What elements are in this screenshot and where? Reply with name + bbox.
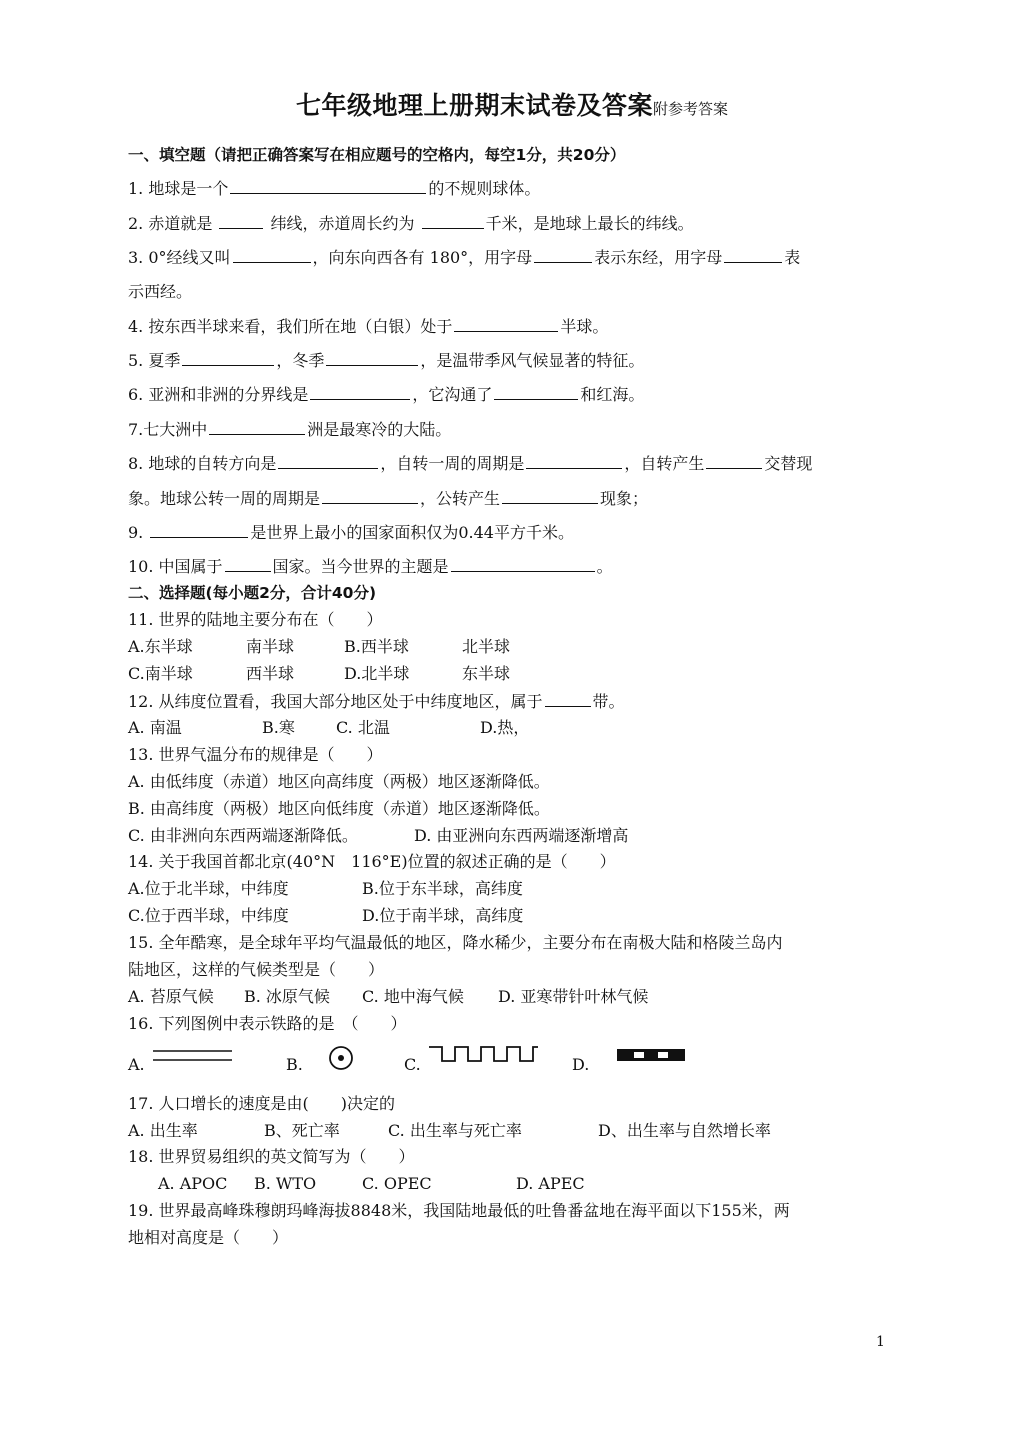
- q13-option-d: D. 由亚洲向东西两端逐渐增高: [414, 826, 629, 845]
- q16-option-c: C.: [404, 1055, 421, 1074]
- q6-text-b: ，它沟通了: [412, 385, 493, 404]
- question-19-cont: 地相对高度是（ ）: [128, 1228, 289, 1247]
- q10-text-a: 10. 中国属于: [128, 557, 223, 576]
- q10-text-c: 。: [596, 557, 613, 576]
- q11-option-a2: 南半球: [246, 637, 295, 656]
- q11-option-d: D.北半球: [344, 664, 410, 683]
- question-3: [128, 247, 800, 268]
- answer-blank: [451, 556, 595, 572]
- answer-blank: [724, 247, 782, 263]
- answer-blank: [706, 453, 762, 469]
- question-13: 13. 世界气温分布的规律是（ ）: [128, 745, 383, 764]
- title-main: 七年级地理上册期末试卷及答案: [295, 91, 653, 120]
- question-9: [128, 522, 574, 543]
- question-15: 15. 全年酷寒，是全球年平均气温最低的地区，降水稀少，主要分布在南极大陆和格陵兰岛内: [128, 933, 783, 952]
- question-3-cont: 示西经。: [128, 282, 193, 301]
- q14-option-a: A.位于北半球，中纬度: [128, 879, 289, 898]
- q8-text-a: 8. 地球的自转方向是: [128, 454, 277, 473]
- answer-blank: [526, 453, 622, 469]
- answer-blank: [278, 453, 378, 469]
- q3-text-a: 3. 0°经线又叫: [128, 248, 231, 267]
- question-6: [128, 384, 644, 405]
- q14-option-b: B.位于东半球，高纬度: [362, 879, 523, 898]
- q2-text-b: 纬线，赤道周长约为: [270, 214, 415, 233]
- question-17: 17. 人口增长的速度是由( )决定的: [128, 1094, 396, 1113]
- q12-option-d: D.热，: [480, 718, 530, 737]
- q17-option-d: D、出生率与自然增长率: [598, 1121, 771, 1140]
- q7-text-a: 7.七大洲中: [128, 420, 208, 439]
- answer-blank: [502, 488, 598, 504]
- answer-blank: [230, 178, 426, 194]
- q8-text-c: ，自转产生: [624, 454, 705, 473]
- title-sub: 附参考答案: [653, 100, 729, 118]
- q2-text-a: 2. 赤道就是: [128, 214, 213, 233]
- q11-option-a: A.东半球: [128, 637, 193, 656]
- q8-text-b: ，自转一周的周期是: [380, 454, 525, 473]
- section1-heading: 一、填空题（请把正确答案写在相应题号的空格内，每空1分，共20分）: [128, 146, 626, 164]
- q11-option-b: B.西半球: [344, 637, 409, 656]
- question-10: [128, 556, 613, 577]
- q3-text-c: 表示东经，用字母: [594, 248, 723, 267]
- q1-text-b: 的不规则球体。: [428, 179, 541, 198]
- q4-text-b: 半球。: [560, 317, 609, 336]
- page-title: [0, 86, 1024, 122]
- q18-option-b: B. WTO: [254, 1174, 317, 1193]
- section2-heading: 二、选择题(每小题2分，合计40分): [128, 584, 377, 602]
- q16-option-a: A.: [128, 1055, 145, 1074]
- q17-option-b: B、死亡率: [264, 1121, 340, 1140]
- q18-option-c: C. OPEC: [362, 1174, 432, 1193]
- question-5: [128, 350, 644, 371]
- q13-option-a: A. 由低纬度（赤道）地区向高纬度（两极）地区逐渐降低。: [128, 772, 550, 791]
- q1-text-a: 1. 地球是一个: [128, 179, 229, 198]
- question-8: [128, 453, 812, 474]
- q18-option-a: A. APOC: [158, 1174, 228, 1193]
- question-1: [128, 178, 540, 199]
- railway-legend-icon: [616, 1048, 686, 1062]
- answer-blank: [422, 213, 484, 229]
- question-19: 19. 世界最高峰珠穆朗玛峰海拔8848米，我国陆地最低的吐鲁番盆地在海平面以下155米，两: [128, 1201, 790, 1220]
- capital-city-legend-icon: [327, 1044, 355, 1072]
- q8-text-f: ，公转产生: [420, 489, 501, 508]
- q11-option-c2: 西半球: [246, 664, 295, 683]
- q16-option-b: B.: [286, 1055, 303, 1074]
- answer-blank: [182, 350, 274, 366]
- question-12: [128, 691, 625, 712]
- q8-text-g: 现象；: [600, 489, 649, 508]
- q11-option-c: C.南半球: [128, 664, 193, 683]
- question-4: [128, 316, 608, 337]
- question-7: [128, 419, 451, 440]
- boundary-legend-icon: [428, 1043, 540, 1065]
- q4-text-a: 4. 按东西半球来看，我们所在地（白银）处于: [128, 317, 453, 336]
- q5-text-c: ，是温带季风气候显著的特征。: [420, 351, 645, 370]
- answer-blank: [310, 384, 410, 400]
- q15-option-d: D. 亚寒带针叶林气候: [498, 987, 649, 1006]
- answer-blank: [225, 556, 271, 572]
- answer-blank: [545, 691, 591, 707]
- q2-text-c: 千米，是地球上最长的纬线。: [485, 214, 694, 233]
- q3-text-b: ，向东向西各有 180°，用字母: [312, 248, 533, 267]
- q9-text-a: 9.: [128, 523, 144, 542]
- question-18: 18. 世界贸易组织的英文简写为（ ）: [128, 1147, 415, 1166]
- double-line-legend-icon: [152, 1048, 234, 1064]
- q16-option-d: D.: [572, 1055, 590, 1074]
- q12-option-b: B.寒: [262, 718, 295, 737]
- q6-text-c: 和红海。: [580, 385, 645, 404]
- q11-option-d2: 东半球: [462, 664, 511, 683]
- q11-option-b2: 北半球: [462, 637, 511, 656]
- q14-option-d: D.位于南半球，高纬度: [362, 906, 524, 925]
- question-11: 11. 世界的陆地主要分布在（ ）: [128, 610, 383, 629]
- q15-option-a: A. 苔原气候: [128, 987, 214, 1006]
- answer-blank: [454, 316, 558, 332]
- q17-option-a: A. 出生率: [128, 1121, 198, 1140]
- q3-text-d: 表: [784, 248, 801, 267]
- answer-blank: [233, 247, 311, 263]
- answer-blank: [534, 247, 592, 263]
- q8-text-d: 交替现: [764, 454, 813, 473]
- question-16: 16. 下列图例中表示铁路的是 （ ）: [128, 1014, 407, 1033]
- q6-text-a: 6. 亚洲和非洲的分界线是: [128, 385, 309, 404]
- q5-text-b: ，冬季: [276, 351, 325, 370]
- q17-option-c: C. 出生率与死亡率: [388, 1121, 522, 1140]
- question-8-cont: [128, 488, 648, 509]
- q5-text-a: 5. 夏季: [128, 351, 181, 370]
- q12-stem-b: 带。: [592, 692, 625, 711]
- answer-blank: [494, 384, 578, 400]
- answer-blank: [326, 350, 418, 366]
- q12-stem-a: 12. 从纬度位置看，我国大部分地区处于中纬度地区，属于: [128, 692, 543, 711]
- question-2: [128, 213, 694, 234]
- q13-option-c: C. 由非洲向东西两端逐渐降低。: [128, 826, 358, 845]
- answer-blank: [209, 419, 305, 435]
- answer-blank: [150, 522, 248, 538]
- page-number: 1: [876, 1334, 885, 1350]
- q10-text-b: 国家。当今世界的主题是: [272, 557, 449, 576]
- q14-option-c: C.位于西半球，中纬度: [128, 906, 289, 925]
- question-14: 14. 关于我国首都北京(40°N 116°E)位置的叙述正确的是（ ）: [128, 852, 616, 871]
- q12-option-c: C. 北温: [336, 718, 390, 737]
- q15-option-c: C. 地中海气候: [362, 987, 464, 1006]
- q12-option-a: A. 南温: [128, 718, 182, 737]
- question-15-cont: 陆地区，这样的气候类型是（ ）: [128, 960, 385, 979]
- q15-option-b: B. 冰原气候: [244, 987, 330, 1006]
- q7-text-b: 洲是最寒冷的大陆。: [307, 420, 452, 439]
- answer-blank: [219, 213, 263, 229]
- q18-option-d: D. APEC: [516, 1174, 585, 1193]
- answer-blank: [322, 488, 418, 504]
- q8-text-e: 象。地球公转一周的周期是: [128, 489, 321, 508]
- q9-text-b: 是世界上最小的国家面积仅为0.44平方千米。: [250, 523, 574, 542]
- q13-option-b: B. 由高纬度（两极）地区向低纬度（赤道）地区逐渐降低。: [128, 799, 550, 818]
